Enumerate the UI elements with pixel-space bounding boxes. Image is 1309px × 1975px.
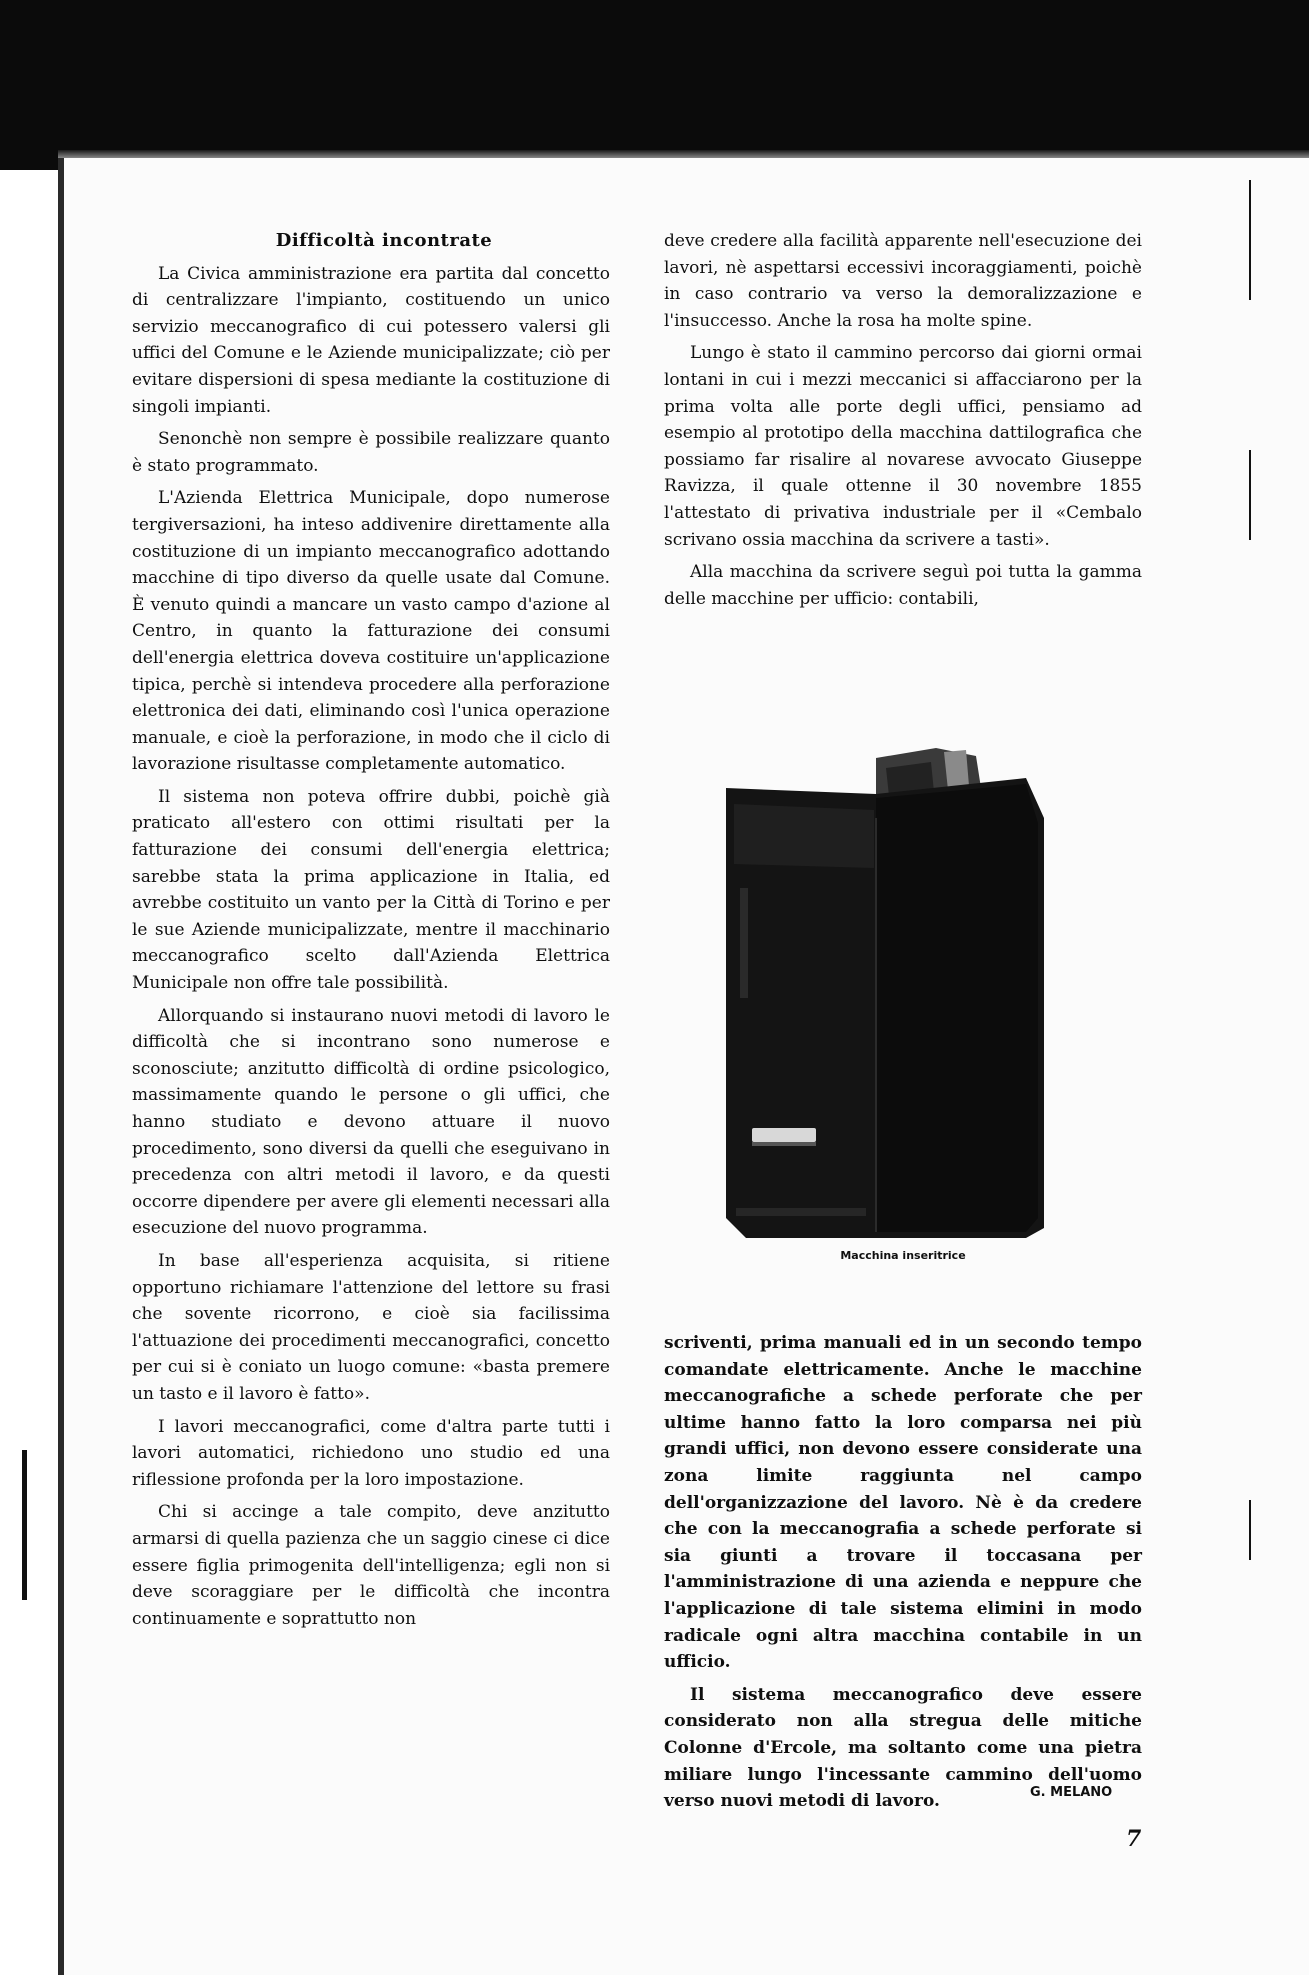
paragraph: L'Azienda Elettrica Municipale, dopo numerose tergiversazioni, ha inteso addivenire direttamente alla costituzione di un impianto meccanografico adottando macchine di tipo diverso da quelle usate dal Comune. È venuto quindi a mancare un vasto campo d'azione al Centro, in quanto la fatturazione dei consumi dell'energia elettrica doveva costituire un'applicazione tipica, perchè si intendeva procedere alla perforazione elettronica dei dati, eliminando così l'unica operazione manuale, e cioè la perforazione, in modo che il ciclo di lavorazione risultasse completamente automatico. [132, 488, 610, 775]
margin-mark [1249, 180, 1251, 300]
margin-mark [1249, 1500, 1251, 1560]
left-column [132, 228, 610, 1632]
paragraph: Il sistema meccanografico deve essere considerato non alla stregua delle mitiche Colonne d'Ercole, ma soltanto come una pietra miliare lungo l'incessante cammino dell'uomo verso nuovi metodi di lavoro. [664, 1684, 1142, 1812]
paragraph: Alla macchina da scrivere seguì poi tutta la gamma delle macchine per ufficio: contabili, [664, 562, 1142, 609]
machine-illustration [726, 748, 1044, 1238]
page-number: 7 [1126, 1826, 1142, 1852]
paragraph: In base all'esperienza acquisita, si ritiene opportuno richiamare l'attenzione del lettore su frasi che sovente ricorrono, e cioè sia facilissima l'attuazione dei procedimenti meccanografici, concetto per cui si è coniato un luogo comune: «basta premere un tasto e il lavoro è fatto». [132, 1250, 610, 1404]
paragraph: Chi si accinge a tale compito, deve anzitutto armarsi di quella pazienza che un saggio cinese ci dice essere figlia primogenita dell'intelligenza; egli non si deve scoraggiare per le difficoltà che incontra continuamente e soprattutto non [132, 1502, 610, 1629]
paragraph: Il sistema non poteva offrire dubbi, poichè già praticato all'estero con ottimi risultati per la fatturazione dei consumi dell'energia elettrica; sarebbe stata la prima applicazione in Italia, ed avrebbe costituito un vanto per la Città di Torino e per le sue Aziende municipalizzate, mentre il macchinario meccanografico scelto dall'Azienda Elettrica Municipale non offre tale possibilità. [132, 786, 610, 994]
section-heading: Difficoltà incontrate [275, 230, 493, 251]
scan-dark-border [0, 0, 1309, 170]
figure-caption: Macchina inseritrice [840, 1249, 966, 1262]
margin-mark [22, 1450, 27, 1600]
paragraph: deve credere alla facilità apparente nell'esecuzione dei lavori, nè aspettarsi eccessivi incoraggiamenti, poichè in caso contrario va verso la demoralizzazione e l'insuccesso. Anche la rosa ha molte spine. [664, 231, 1142, 331]
right-column-top [664, 228, 1142, 612]
machine-photo [726, 748, 1044, 1238]
margin-mark [1249, 450, 1251, 540]
right-column-bottom [664, 1330, 1142, 1815]
paragraph: Allorquando si instaurano nuovi metodi di lavoro le difficoltà che si incontrano sono numerose e sconosciute; anzitutto difficoltà di ordine psicologico, massimamente quando le persone o gli uffici, che hanno studiato e devono attuare il nuovo procedimento, sono diversi da quelli che eseguivano in precedenza con altri metodi il lavoro, e da questi occorre dipendere per avere gli elementi necessari alla esecuzione del nuovo programma. [132, 1005, 610, 1239]
paragraph: scriventi, prima manuali ed in un secondo tempo comandate elettricamente. Anche le macchine meccanografiche a schede perforate che per ultime hanno fatto la loro comparsa nei più grandi uffici, non devono essere considerate una zona limite raggiunta nel campo dell'organizzazione del lavoro. Nè è da credere che con la meccanografia a schede perforate si sia giunti a trovare il toccasana per l'amministrazione di una azienda e neppure che l'applicazione di tale sistema elimini in modo radicale ogni altra macchina contabile in un ufficio. [664, 1333, 1142, 1673]
author-signature: G. MELANO [1030, 1785, 1113, 1800]
paragraph: Senonchè non sempre è possibile realizzare quanto è stato programmato. [132, 429, 610, 476]
paragraph: Lungo è stato il cammino percorso dai giorni ormai lontani in cui i mezzi meccanici si affacciarono per la prima volta alle porte degli uffici, pensiamo ad esempio al prototipo della macchina dattilografica che possiamo far risalire al novarese avvocato Giuseppe Ravizza, il quale ottenne il 30 novembre 1855 l'attestato di privativa industriale per il «Cembalo scrivano ossia macchina da scrivere a tasti». [664, 343, 1142, 550]
paragraph: I lavori meccanografici, come d'altra parte tutti i lavori automatici, richiedono uno studio ed una riflessione profonda per la loro impostazione. [132, 1416, 610, 1490]
paragraph: La Civica amministrazione era partita dal concetto di centralizzare l'impianto, costituendo un unico servizio meccanografico di cui potessero valersi gli uffici del Comune e le Aziende municipalizzate; ciò per evitare dispersioni di spesa mediante la costituzione di singoli impianti. [132, 263, 610, 417]
